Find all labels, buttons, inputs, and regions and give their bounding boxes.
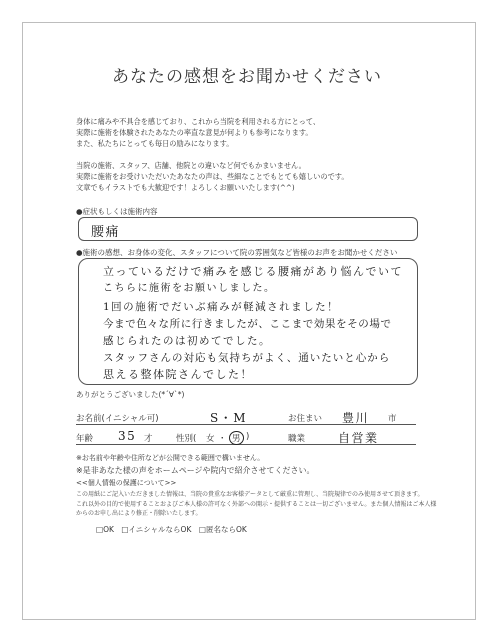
- intro-line: 実際に施術をお受けいただいたあなたの声は、些細なことでもとても嬉しいのです。: [76, 172, 349, 181]
- gender-label: 性別(: [176, 434, 197, 444]
- impression-label: ●施術の感想、お身体の変化、スタッフについて院の雰囲気など皆様のお声をお聞かせください: [76, 248, 398, 257]
- impression-line: こちらに施術をお願いしました。: [103, 283, 276, 294]
- note-introduce: ※是非あなた様の声をホームページや院内で紹介させてください。: [76, 466, 315, 475]
- impression-line: 思える整体院さんでした！: [103, 368, 253, 381]
- intro-line: 身体に痛みや不具合を感じており、これから当院を利用される方にとって、: [76, 117, 321, 126]
- name-label: お名前(イニシャル可): [76, 414, 159, 424]
- privacy-heading: <<個人情報の保護について>>: [76, 479, 177, 487]
- intro-paragraph-1: [76, 116, 320, 149]
- impression-line: 1回の施術でだいぶ痛みが軽減されました！: [103, 301, 340, 313]
- gender-male-circled: 男: [229, 431, 244, 445]
- page-title: あなたの感想をお聞かせください: [112, 67, 382, 87]
- symptom-answer: 腰痛: [91, 225, 121, 240]
- privacy-line: これ以外の目的で使用することおよびご本人様の許可なく外部への開示・提供することは一切ございません。また個人情報はご本人様: [76, 500, 437, 508]
- age-suffix: 才: [144, 434, 153, 444]
- name-value: S・M: [210, 411, 248, 425]
- name-address-row: [76, 411, 416, 427]
- age-label: 年齢: [76, 434, 94, 444]
- address-suffix: 市: [388, 414, 397, 424]
- impression-box: [78, 258, 418, 385]
- impression-line: スタッフさんの対応も気持ちがよく、通いたいと心から: [103, 352, 391, 364]
- gender-separator: ・: [218, 434, 227, 444]
- intro-line: 実際に施術を体験されたあなたの率直な意見が何よりも参考になります。: [76, 128, 313, 137]
- privacy-text: [76, 490, 436, 519]
- privacy-line: この用紙にご記入いただきました情報は、当院の貴重なお客様データとして厳重に管理し、当院規律でのみ使用させて頂きます。: [76, 491, 424, 498]
- impression-line: 感じられたのは初めてでした。: [103, 335, 271, 347]
- job-label: 職業: [288, 434, 306, 444]
- intro-line: 文章でもイラストでも大歓迎です！よろしくお願いいたします(^^): [76, 183, 295, 192]
- consent-options[interactable]: □OK □イニシャルならOK □匿名ならOK: [96, 525, 247, 534]
- gender-female-option: 女: [206, 434, 215, 444]
- privacy-line: からのお申し出により修正・削除いたします。: [76, 510, 202, 517]
- address-value: 豊川: [342, 411, 370, 425]
- symptom-label: ●症状もしくは施術内容: [76, 207, 158, 216]
- address-label: お住まい: [288, 414, 323, 424]
- intro-line: 当院の施術、スタッフ、店舗、他院との違いなど何でもかまいません。: [76, 161, 306, 170]
- impression-line: 立っているだけで痛みを感じる腰痛があり悩んでいて: [103, 265, 403, 278]
- note-privacy-range: ※お名前や年齢や住所などが公開できる範囲で構いません。: [76, 454, 265, 462]
- intro-line: また、私たちにとっても毎日の励みになります。: [76, 139, 234, 148]
- age-gender-job-row: [76, 431, 416, 447]
- thanks-text: ありがとうございました(*´∀`*): [76, 390, 185, 399]
- intro-paragraph-2: [76, 160, 349, 193]
- age-value: 35: [118, 429, 137, 443]
- symptom-box: [78, 217, 418, 241]
- job-value: 自営業: [338, 431, 379, 445]
- impression-line: 今まで色々な所に行きましたが、ここまで効果をその場で: [103, 318, 392, 330]
- gender-close: ): [246, 432, 250, 442]
